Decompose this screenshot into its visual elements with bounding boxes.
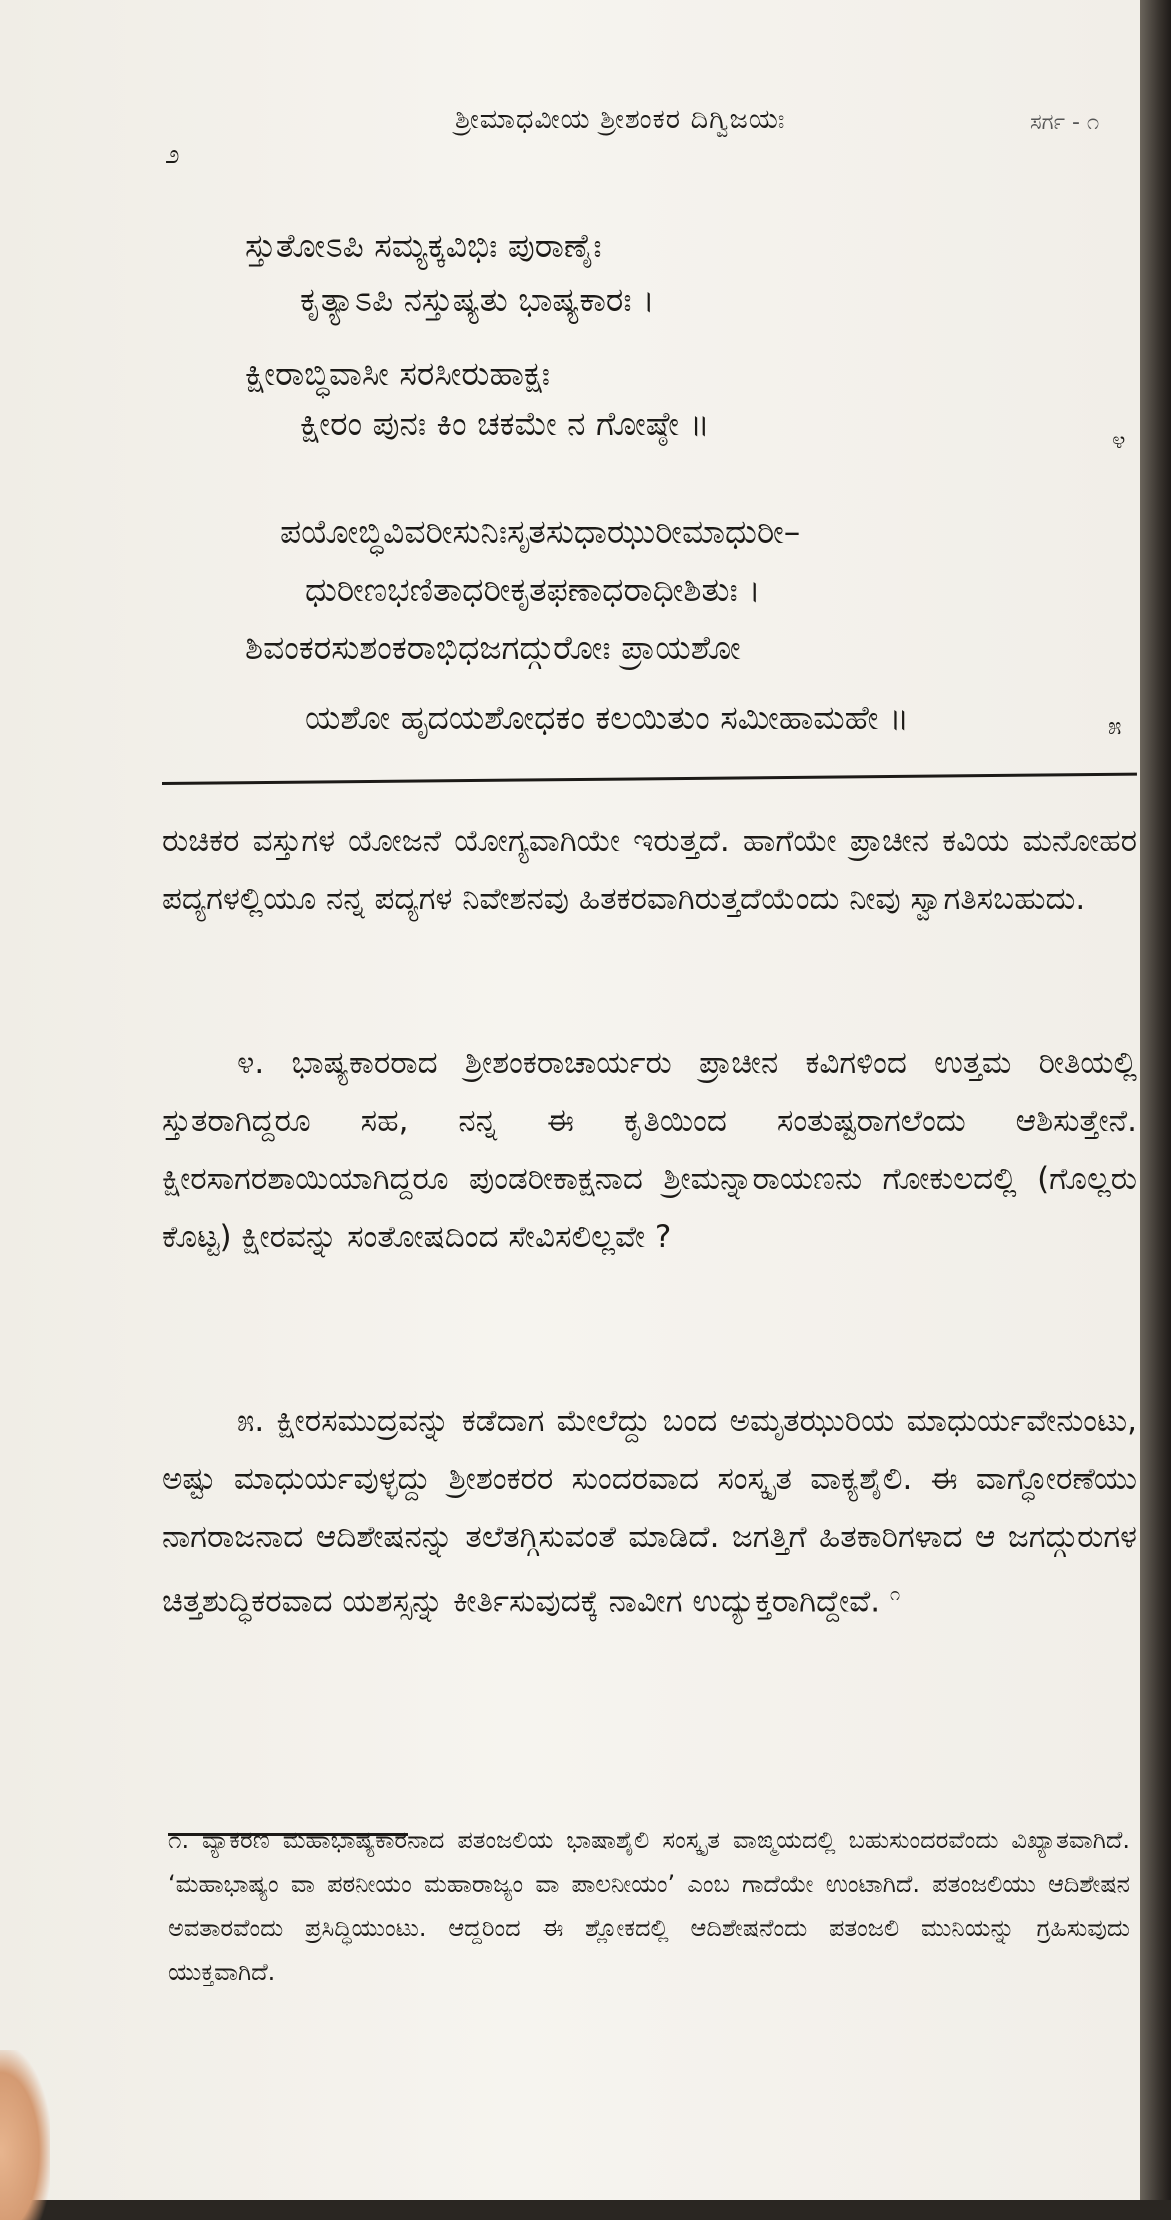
thumb-shadow	[0, 2050, 50, 2220]
footnote-marker: ೧	[889, 1584, 901, 1605]
sarga-label: ಸರ್ಗ - ೧	[1030, 110, 1100, 135]
verse-line: ಕ್ಷೀರಂ ಪುನಃ ಕಿಂ ಚಕಮೇ ನ ಗೋಷ್ಠೇ ॥	[300, 404, 710, 443]
commentary-paragraph: ೪. ಭಾಷ್ಯಕಾರರಾದ ಶ್ರೀಶಂಕರಾಚಾರ್ಯರು ಪ್ರಾಚೀನ ಕವಿಗಳಿಂದ ಉತ್ತಮ ರೀತಿಯಲ್ಲಿ ಸ್ತುತರಾಗಿದ್ದರೂ ಸಹ, ನನ್ನ ಈ ಕೃತಿಯಿಂದ ಸಂತುಷ್ಟರಾಗಲೆಂದು ಆಶಿಸುತ್ತೇನೆ. ಕ್ಷೀರಸಾಗರಶಾಯಿಯಾಗಿದ್ದರೂ ಪುಂಡರೀಕಾಕ್ಷನಾದ ಶ್ರೀಮನ್ನಾರಾಯಣನು ಗೋಕುಲದಲ್ಲಿ (ಗೊಲ್ಲರು ಕೊಟ್ಟ) ಕ್ಷೀರವನ್ನು ಸಂತೋಷದಿಂದ ಸೇವಿಸಲಿಲ್ಲವೇ ?	[162, 1045, 1137, 1255]
footnote: ೧. ವ್ಯಾಕರಣ ಮಹಾಭಾಷ್ಯಕಾರನಾದ ಪತಂಜಲಿಯ ಭಾಷಾಶೈಲಿ ಸಂಸ್ಕೃತ ವಾಙ್ಮಯದಲ್ಲಿ ಬಹುಸುಂದರವೆಂದು ವಿಖ್ಯಾತವಾಗಿದೆ. ‘ಮಹಾಭಾಷ್ಯಂ ವಾ ಪಠನೀಯಂ ಮಹಾರಾಜ್ಯಂ ವಾ ಪಾಲನೀಯಂ’ ಎಂಬ ಗಾದೆಯೇ ಉಂಟಾಗಿದೆ. ಪತಂಜಲಿಯು ಆದಿಶೇಷನ ಅವತಾರವೆಂದು ಪ್ರಸಿದ್ಧಿಯುಂಟು. ಆದ್ದರಿಂದ ಈ ಶ್ಲೋಕದಲ್ಲಿ ಆದಿಶೇಷನೆಂದು ಪತಂಜಲಿ ಮುನಿಯನ್ನು ಗ್ರಹಿಸುವುದು ಯುಕ್ತವಾಗಿದೆ.	[168, 1826, 1130, 1986]
commentary-paragraph	[162, 1392, 1137, 1630]
verse-number: ೪	[1112, 426, 1126, 454]
page-number: ೨	[165, 140, 180, 170]
commentary-paragraph: ರುಚಿಕರ ವಸ್ತುಗಳ ಯೋಜನೆ ಯೋಗ್ಯವಾಗಿಯೇ ಇರುತ್ತದೆ. ಹಾಗೆಯೇ ಪ್ರಾಚೀನ ಕವಿಯ ಮನೋಹರ ಪದ್ಯಗಳಲ್ಲಿಯೂ ನನ್ನ ಪದ್ಯಗಳ ನಿವೇಶನವು ಹಿತಕರವಾಗಿರುತ್ತದೆಯೆಂದು ನೀವು ಸ್ವಾಗತಿಸಬಹುದು.	[162, 823, 1137, 917]
verse-line: ಕ್ಷೀರಾಬ್ಧಿವಾಸೀ ಸರಸೀರುಹಾಕ್ಷಃ	[245, 354, 550, 393]
verse-line: ಪಯೋಬ್ಧಿವಿವರೀಸುನಿಃಸೃತಸುಧಾಝುರೀಮಾಧುರೀ–	[280, 512, 801, 551]
page-edge	[1140, 0, 1171, 2200]
verse-line: ಸ್ತುತೋಽಪಿ ಸಮ್ಯಕ್ಕವಿಭಿಃ ಪುರಾಣೈಃ	[245, 226, 602, 265]
running-title: ಶ್ರೀಮಾಧವೀಯ ಶ್ರೀಶಂಕರ ದಿಗ್ವಿಜಯಃ	[455, 104, 786, 135]
commentary-text: ೫. ಕ್ಷೀರಸಮುದ್ರವನ್ನು ಕಡೆದಾಗ ಮೇಲೆದ್ದು ಬಂದ ಅಮೃತಝುರಿಯ ಮಾಧುರ್ಯವೇನುಂಟು, ಅಷ್ಟು ಮಾಧುರ್ಯವುಳ್ಳದ್ದು ಶ್ರೀಶಂಕರರ ಸುಂದರವಾದ ಸಂಸ್ಕೃತ ವಾಕ್ಯಶೈಲಿ. ಈ ವಾಗ್ಧೋರಣೆಯು ನಾಗರಾಜನಾದ ಆದಿಶೇಷನನ್ನು ತಲೆತಗ್ಗಿಸುವಂತೆ ಮಾಡಿದೆ. ಜಗತ್ತಿಗೆ ಹಿತಕಾರಿಗಳಾದ ಆ ಜಗದ್ಗುರುಗಳ ಚಿತ್ತಶುದ್ಧಿಕರವಾದ ಯಶಸ್ಸನ್ನು ಕೀರ್ತಿಸುವುದಕ್ಕೆ ನಾವೀಗ ಉದ್ಯುಕ್ತರಾಗಿದ್ದೇವೆ.	[162, 1403, 1137, 1620]
section-divider	[162, 773, 1137, 785]
verse-line: ಕೃತ್ಯಾಽಪಿ ನಸ್ತುಷ್ಯತು ಭಾಷ್ಯಕಾರಃ ।	[300, 280, 655, 319]
verse-line: ಯಶೋ ಹೃದಯಶೋಧಕಂ ಕಲಯಿತುಂ ಸಮೀಹಾಮಹೇ ॥	[305, 698, 909, 737]
verse-line: ಧುರೀಣಭಣಿತಾಧರೀಕೃತಫಣಾಧರಾಧೀಶಿತುಃ ।	[305, 570, 761, 609]
verse-line: ಶಿವಂಕರಸುಶಂಕರಾಭಿಧಜಗದ್ಗುರೋಃ ಪ್ರಾಯಶೋ	[245, 628, 741, 667]
verse-number: ೫	[1108, 712, 1122, 740]
